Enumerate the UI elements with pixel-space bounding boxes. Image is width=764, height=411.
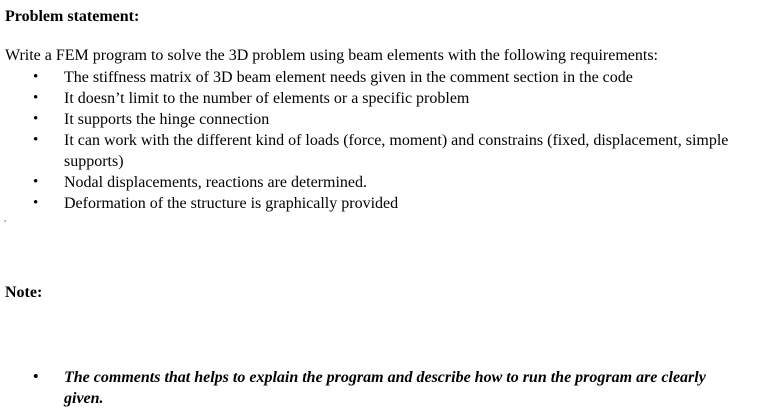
requirement-text: It supports the hinge connection <box>64 111 270 128</box>
requirement-item <box>0 172 764 193</box>
requirement-text: Deformation of the structure is graphically provided <box>64 195 399 212</box>
bullet-icon: • <box>33 90 39 106</box>
requirement-item <box>0 88 764 109</box>
bullet-icon: • <box>33 132 39 148</box>
requirement-text: It can work with the different kind of loads (force, moment) and constrains (fixed, displacement, simple supports) <box>64 132 729 170</box>
bullet-icon: • <box>33 111 39 127</box>
requirement-item <box>0 193 764 214</box>
bullet-icon: • <box>33 174 39 190</box>
note-text: The comments that helps to explain the program and describe how to run the program are clearly given. <box>64 369 706 407</box>
requirement-item <box>0 109 764 130</box>
requirement-text: Nodal displacements, reactions are determined. <box>64 174 367 191</box>
requirement-item <box>0 130 764 172</box>
note-heading: Note: <box>5 284 43 301</box>
bullet-icon: • <box>33 69 39 85</box>
requirement-text: It doesn’t limit to the number of elements or a specific problem <box>64 90 470 107</box>
problem-intro-text: Write a FEM program to solve the 3D problem using beam elements with the following requirements: <box>5 47 658 64</box>
requirement-text: The stiffness matrix of 3D beam element needs given in the comment section in the code <box>64 69 633 86</box>
problem-statement-heading: Problem statement: <box>5 8 140 25</box>
stray-mark: , <box>4 213 7 223</box>
bullet-icon: • <box>33 369 39 385</box>
note-item <box>0 367 764 409</box>
note-list <box>0 367 764 409</box>
requirement-item <box>0 67 764 88</box>
requirements-list <box>0 67 764 214</box>
bullet-icon: • <box>33 195 39 211</box>
